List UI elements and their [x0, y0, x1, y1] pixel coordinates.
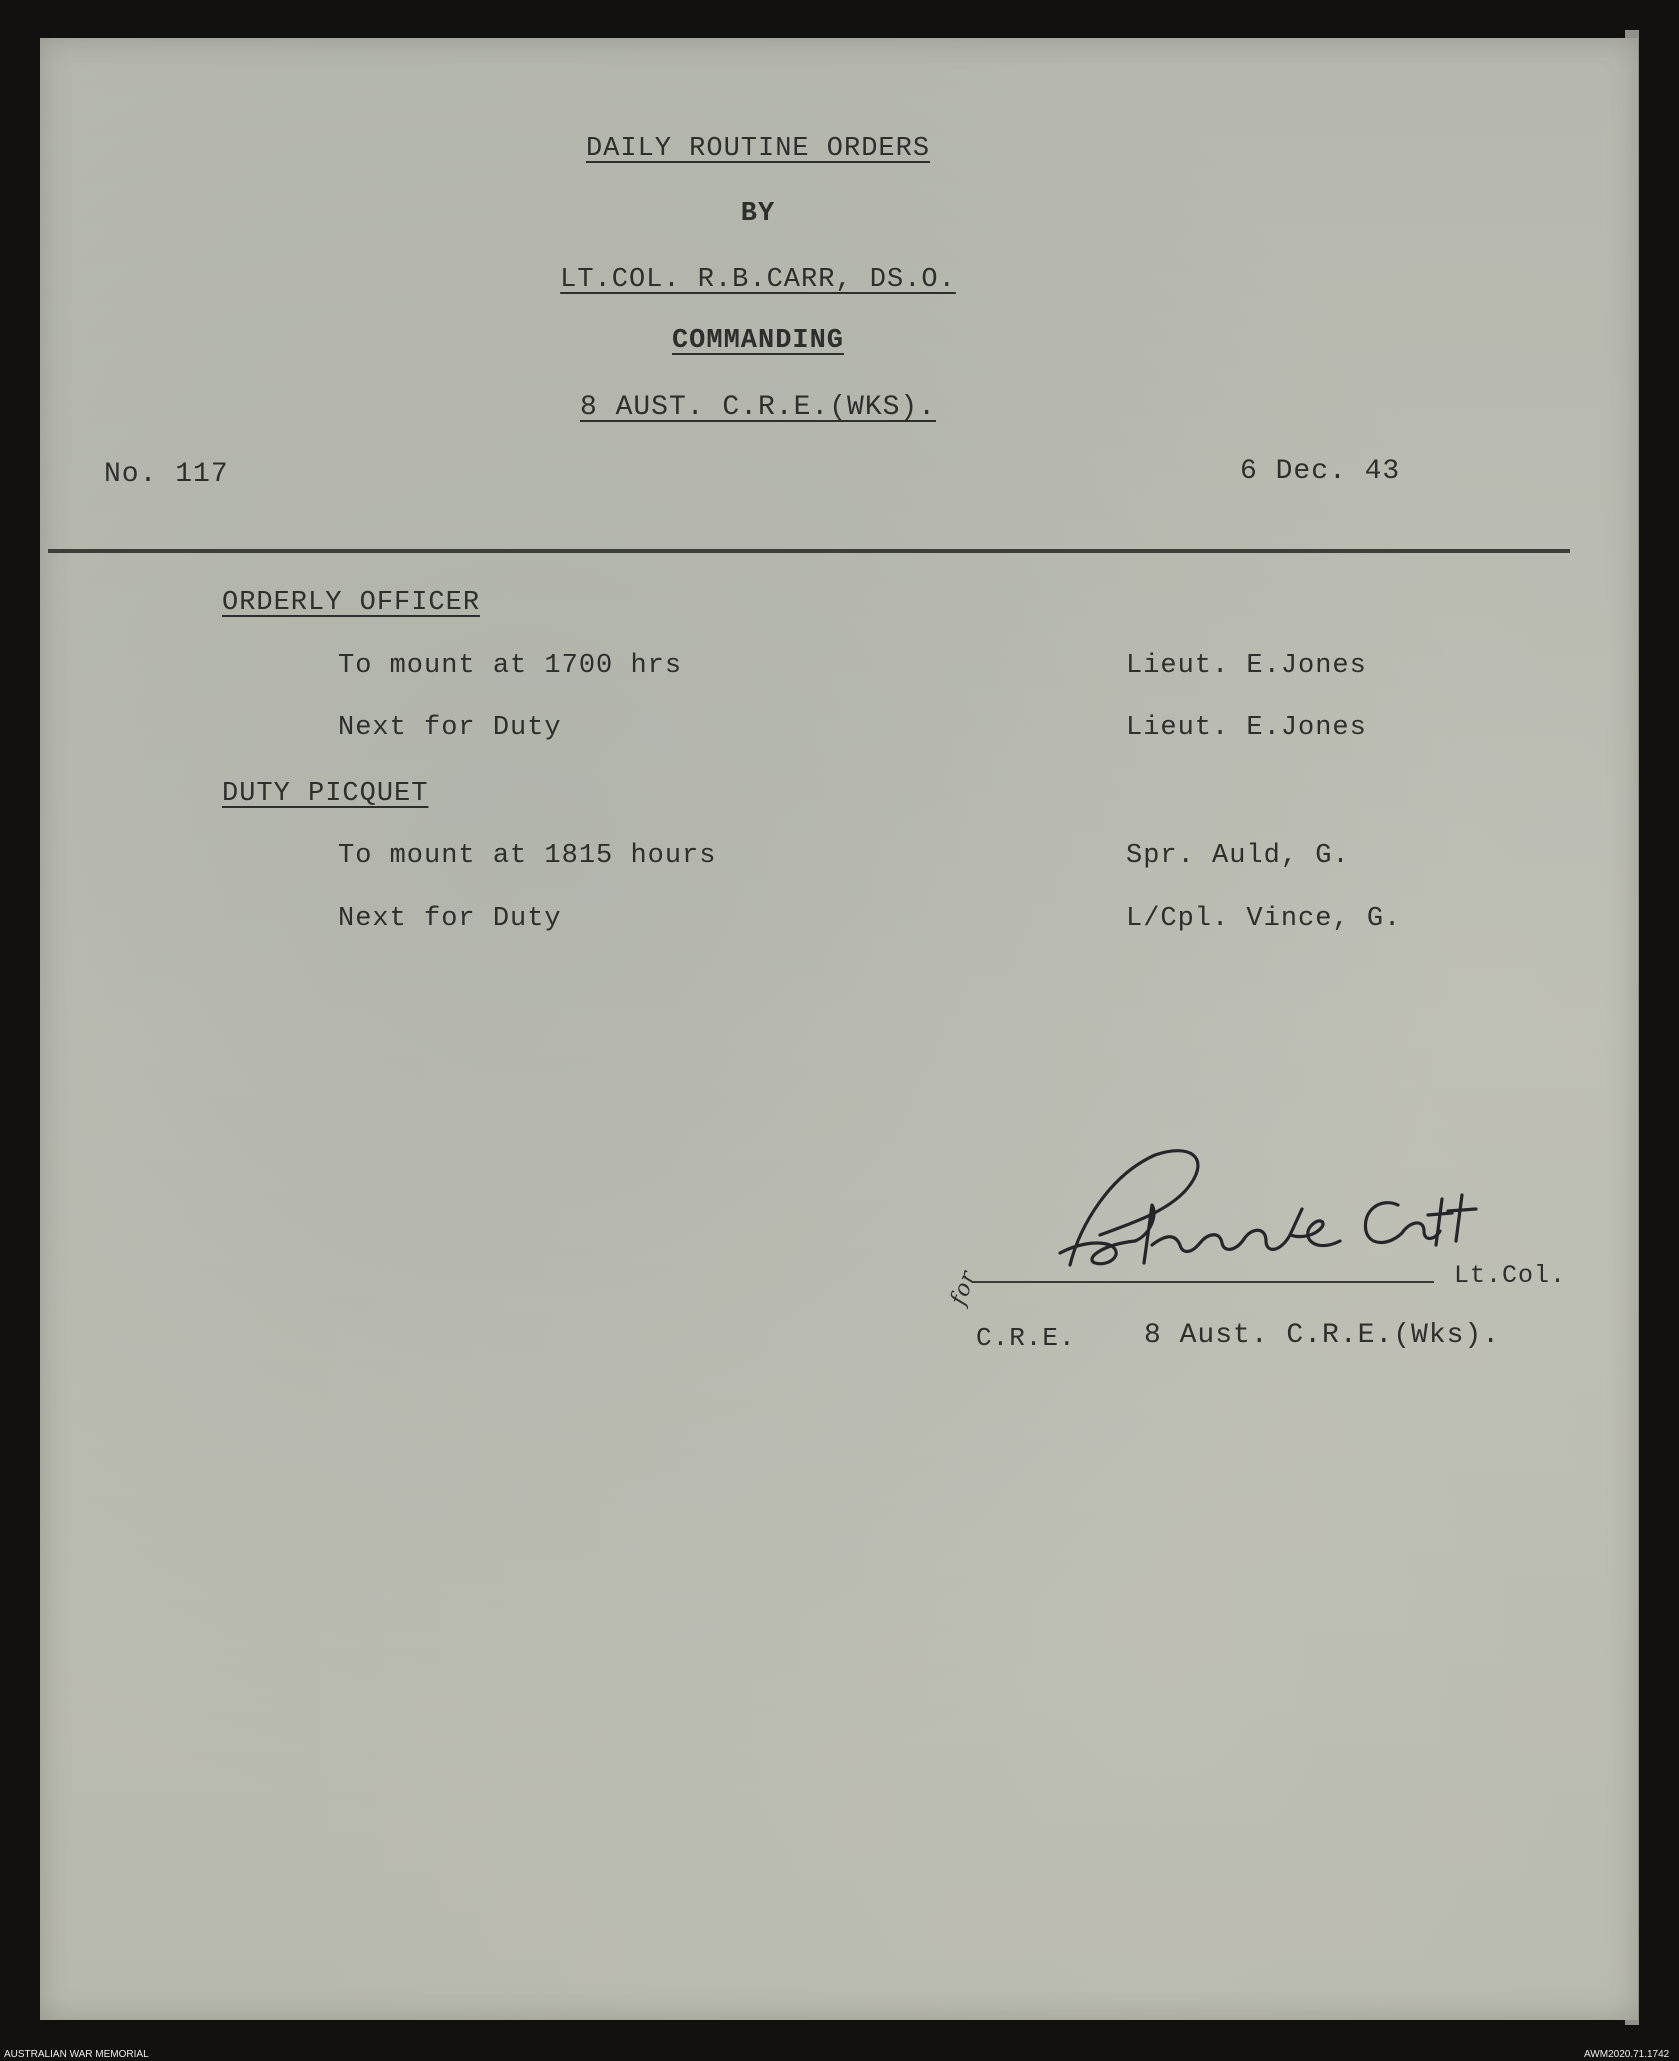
row-value: Lieut. E.Jones — [1126, 651, 1367, 681]
header-divider — [48, 549, 1570, 553]
row-label: To mount at 1815 hours — [338, 841, 717, 871]
footer-credit: AUSTRALIAN WAR MEMORIAL — [4, 2049, 149, 2060]
document-title: DAILY ROUTINE ORDERS — [585, 134, 931, 164]
signatory-appointment: C.R.E. — [976, 1323, 1076, 1353]
order-date: 6 Dec. 43 — [1240, 456, 1401, 487]
handwritten-signature — [1040, 1135, 1520, 1295]
signatory-rank: Lt.Col. — [1454, 1261, 1567, 1290]
per-procurationem-mark: for — [946, 1267, 982, 1309]
row-value: Spr. Auld, G. — [1126, 841, 1350, 871]
header-commanding: COMMANDING — [671, 326, 845, 356]
row-label: Next for Duty — [338, 713, 562, 743]
section-heading-duty-picquet: DUTY PICQUET — [222, 779, 429, 809]
footer-reference: AWM2020.71.1742 — [1584, 2049, 1670, 2060]
header-unit: 8 AUST. C.R.E.(WKS). — [579, 392, 937, 423]
signature-line — [972, 1281, 1434, 1283]
section-heading-orderly-officer: ORDERLY OFFICER — [222, 588, 481, 618]
order-number: No. 117 — [104, 459, 229, 490]
row-value: Lieut. E.Jones — [1126, 713, 1367, 743]
header-by: BY — [740, 199, 776, 229]
header-commander: LT.COL. R.B.CARR, DS.O. — [560, 265, 956, 295]
row-value: L/Cpl. Vince, G. — [1126, 904, 1402, 934]
row-label: To mount at 1700 hrs — [338, 651, 683, 681]
signatory-unit: 8 Aust. C.R.E.(Wks). — [1144, 1320, 1501, 1351]
row-label: Next for Duty — [338, 904, 562, 934]
